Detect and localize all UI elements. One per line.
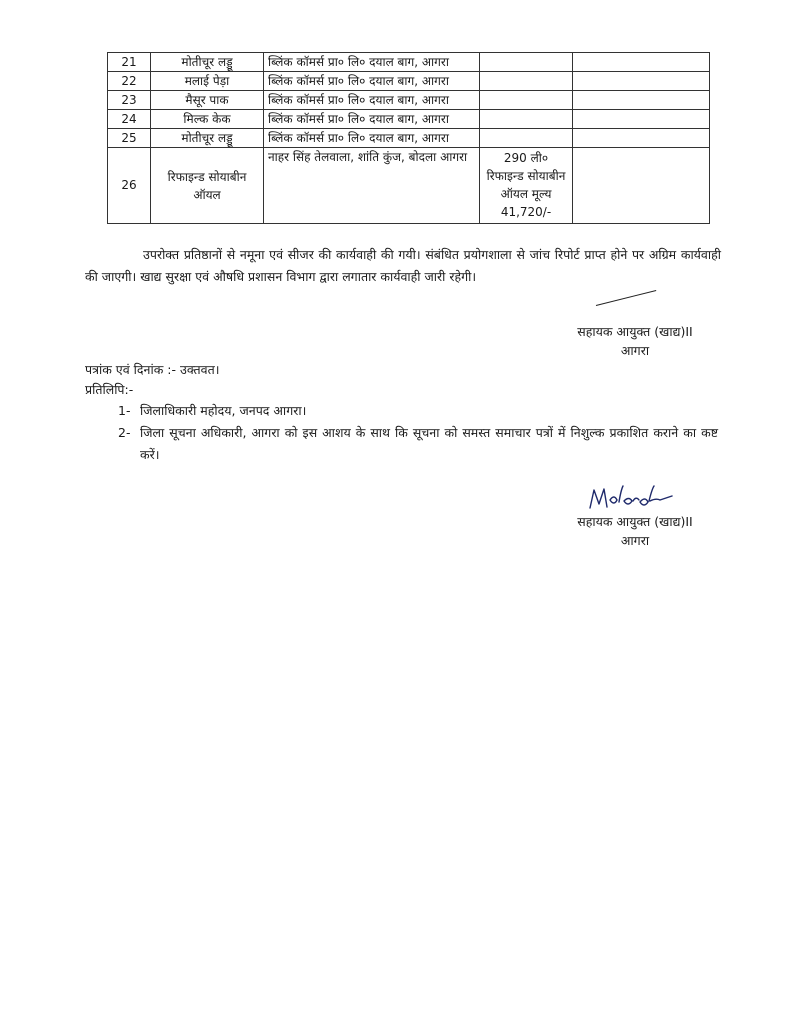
sample-item: रिफाइन्ड सोयाबीन ऑयल	[151, 148, 264, 224]
firm-address: ब्लिंक कॉमर्स प्रा० लि० दयाल बाग, आगरा	[264, 110, 480, 129]
signatory-place: आगरा	[620, 343, 650, 358]
table-row	[108, 129, 710, 148]
list-item	[118, 422, 718, 466]
signatory-designation: सहायक आयुक्त (खाद्य)II	[577, 324, 693, 339]
copy-heading: प्रतिलिपि:-	[85, 382, 134, 397]
remark-cell	[573, 129, 710, 148]
table-row	[108, 148, 710, 224]
signatory-designation: सहायक आयुक्त (खाद्य)II	[577, 514, 693, 529]
sample-item: मोतीचूर लड्डू	[151, 129, 264, 148]
table-row	[108, 110, 710, 129]
serial-number: 24	[108, 110, 151, 129]
remark-cell	[573, 53, 710, 72]
seized-quantity: 290 ली० रिफाइन्ड सोयाबीन ऑयल मूल्य 41,720/-	[480, 148, 573, 224]
signature-block-top	[560, 322, 710, 360]
remark-cell	[573, 110, 710, 129]
sample-item: मोतीचूर लड्डू	[151, 53, 264, 72]
serial-number: 26	[108, 148, 151, 224]
remark-cell	[573, 72, 710, 91]
summary-paragraph: उपरोक्त प्रतिष्ठानों से नमूना एवं सीजर की कार्यवाही की गयी। संबंधित प्रयोगशाला से जांच रिपोर्ट प्राप्त होने पर अग्रिम कार्यवाही की जाएगी। खाद्य सुरक्षा एवं औषधि प्रशासन विभाग द्वारा लगातार कार्यवाही जारी रहेगी।	[85, 247, 721, 284]
sample-item: मैसूर पाक	[151, 91, 264, 110]
handwritten-signature	[586, 482, 686, 514]
table-row	[108, 72, 710, 91]
list-number: 2-	[118, 425, 131, 440]
signatory-place: आगरा	[620, 533, 650, 548]
samples-table	[107, 52, 710, 224]
sample-item: मलाई पेड़ा	[151, 72, 264, 91]
reference-line: पत्रांक एवं दिनांक :- उक्तवत।	[85, 362, 220, 377]
signature-block-bottom	[560, 512, 710, 550]
remark-cell	[573, 91, 710, 110]
serial-number: 21	[108, 53, 151, 72]
seized-quantity	[480, 53, 573, 72]
signature-stroke	[596, 290, 656, 306]
list-text: जिला सूचना अधिकारी, आगरा को इस आशय के साथ कि सूचना को समस्त समाचार पत्रों में निशुल्क प्रकाशित कराने का कष्ट करें।	[140, 425, 718, 462]
serial-number: 22	[108, 72, 151, 91]
seized-quantity	[480, 91, 573, 110]
list-text: जिलाधिकारी महोदय, जनपद आगरा।	[140, 403, 307, 418]
serial-number: 23	[108, 91, 151, 110]
firm-address: नाहर सिंह तेलवाला, शांति कुंज, बोदला आगरा	[264, 148, 480, 224]
list-number: 1-	[118, 403, 131, 418]
firm-address: ब्लिंक कॉमर्स प्रा० लि० दयाल बाग, आगरा	[264, 53, 480, 72]
sample-item: मिल्क केक	[151, 110, 264, 129]
table-row	[108, 53, 710, 72]
firm-address: ब्लिंक कॉमर्स प्रा० लि० दयाल बाग, आगरा	[264, 91, 480, 110]
firm-address: ब्लिंक कॉमर्स प्रा० लि० दयाल बाग, आगरा	[264, 129, 480, 148]
firm-address: ब्लिंक कॉमर्स प्रा० लि० दयाल बाग, आगरा	[264, 72, 480, 91]
list-item	[118, 400, 718, 422]
seized-quantity	[480, 129, 573, 148]
table-row	[108, 91, 710, 110]
seized-quantity	[480, 110, 573, 129]
serial-number: 25	[108, 129, 151, 148]
copy-list	[118, 400, 718, 466]
seized-quantity	[480, 72, 573, 91]
remark-cell	[573, 148, 710, 224]
